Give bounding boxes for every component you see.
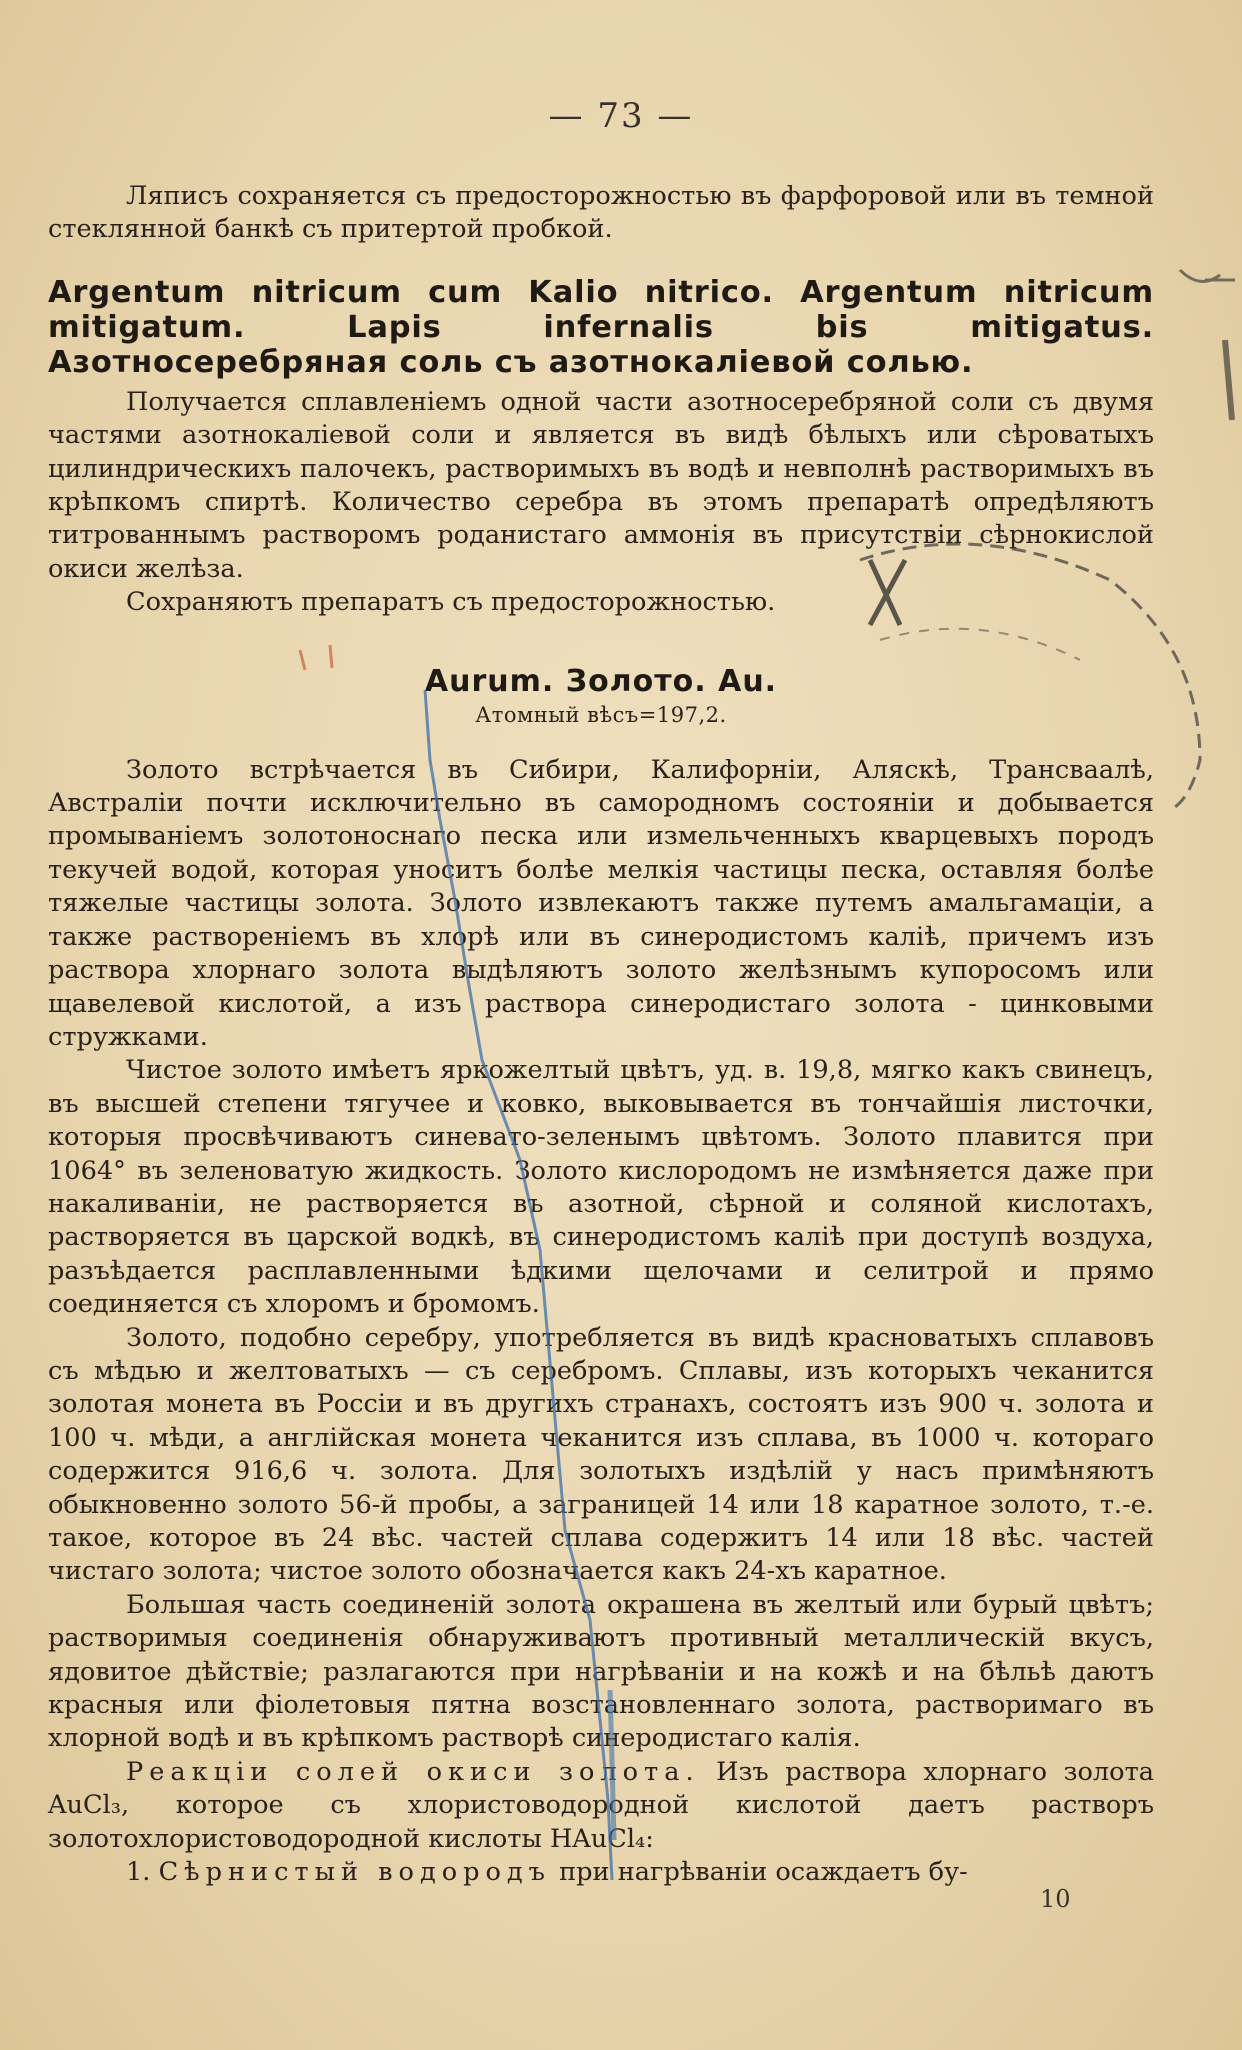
heading-line-1: Argentum nitricum cum Kalio nitrico. Argentum <box>48 274 978 310</box>
paragraph-storage: Сохраняютъ препаратъ съ предосторожностью. <box>126 587 776 618</box>
item-text: при нагрѣваніи осаждаетъ бу- <box>550 1857 968 1888</box>
reagent-name: Сѣрнистый водородъ <box>158 1857 551 1888</box>
reactions-label: Реакціи солей окиси золота. <box>126 1756 700 1787</box>
paragraph-occurrence: Золото встрѣчается въ Сибири, Калифорніи, Аляскѣ, Трансваалѣ, Австраліи почти исключительно въ самородномъ состояніи и добывается промываніемъ золотоноснаго песка или измельченныхъ кварцевыхъ породъ текучей водой, которая уноситъ болѣе мелкія частицы песка, оставляя болѣе тяжелые частицы золота. Золото извлекаютъ также путемъ амальгамаціи, а также раствореніемъ въ хлорѣ или въ синеродистомъ каліѣ, причемъ изъ раствора хлорнаго золота выдѣляютъ золото желѣзнымъ купоросомъ или щавелевой кислотой, а изъ раствора синеродистаго золота - цинковыми стружками. <box>48 754 1154 1052</box>
reactions-text: Изъ раствора хлорнаго золота AuCl₃, которое съ хлористоводородной кислотой даетъ растворъ золотохлористоводородной кислоты HAuCl₄: <box>48 1756 1154 1854</box>
page-number: — 73 — <box>548 96 694 136</box>
paragraph-properties: Чистое золото имѣетъ яркожелтый цвѣтъ, уд. в. 19,8, мягко какъ свинецъ, въ высшей степени тягучее и ковко, выковывается въ тончайшія листочки, которыя просвѣчиваютъ синевато-зеленымъ цвѣтомъ. Золото плавится при 1064° въ зеленоватую жидкость. Золото кислородомъ не измѣняется даже при накаливаніи, не растворяется въ азотной, сѣрной и соляной кислотахъ, растворяется въ царской водкѣ, въ синеродистомъ каліѣ при доступѣ воздуха, разъѣдается расплавленными ѣдкими щелочами и селитрой и прямо соединяется съ хлоромъ и бромомъ. <box>48 1055 1154 1320</box>
paragraph-item-1 <box>48 1856 1154 1889</box>
heading-line-3: Азотносеребряная соль съ азотнокаліевой солью. <box>48 344 974 380</box>
atomic-weight: Атомный вѣсъ=197,2. <box>475 702 727 727</box>
heading-line-2: nitricum mitigatum. Lapis infernalis bis mitigatus. <box>48 274 1154 345</box>
document-body <box>48 180 1154 1889</box>
paragraph-compounds: Большая часть соединеній золота окрашена въ желтый или бурый цвѣтъ; растворимыя соединенія обнаруживаютъ противный металлическій вкусъ, ядовитое дѣйствіе; разлагаются при нагрѣваніи и на кожѣ и на бѣльѣ даютъ красныя или фіолетовыя пятна возстановленнаго золота, растворимаго въ хлорной водѣ и въ крѣпкомъ растворѣ синеродистаго калія. <box>48 1589 1154 1754</box>
section-title-aurum: Aurum. Золото. Au. <box>424 663 778 699</box>
paragraph-preparation: Получается сплавленіемъ одной части азотносеребряной соли съ двумя частями азотнокаліевой соли и является въ видѣ бѣлыхъ или сѣроватыхъ цилиндрическихъ палочекъ, растворимыхъ въ водѣ и невполнѣ растворимыхъ въ крѣпкомъ спиртѣ. Количество серебра въ этомъ препаратѣ опредѣляютъ титрованнымъ растворомъ роданистаго аммонія въ присутствіи сѣрнокислой окиси желѣза. <box>48 386 1154 584</box>
item-number: 1. <box>126 1857 151 1888</box>
paragraph-lapis-storage: Ляписъ сохраняется съ предосторожностью въ фарфоровой или въ темной стеклянной банкѣ съ притертой пробкой. <box>48 181 1154 245</box>
paragraph-reactions <box>48 1756 1154 1856</box>
article-heading <box>48 275 1154 380</box>
signature-number: 10 <box>1040 1885 1071 1913</box>
paragraph-alloys: Золото, подобно серебру, употребляется въ видѣ красноватыхъ сплавовъ съ мѣдью и желтоватыхъ — съ серебромъ. Сплавы, изъ которыхъ чеканится золотая монета въ Россіи и въ другихъ странахъ, состоятъ изъ 900 ч. золота и 100 ч. мѣди, а англійская монета чеканится изъ сплава, въ 1000 ч. котораго содержится 916,6 ч. золота. Для золотыхъ издѣлій у насъ примѣняютъ обыкновенно золото 56-й пробы, а заграницей 14 или 18 каратное золото, т.-е. такое, которое въ 24 вѣс. частей сплава содержитъ 14 или 18 вѣс. частей чистаго золота; чистое золото обозначается какъ 24-хъ каратное. <box>48 1322 1154 1587</box>
